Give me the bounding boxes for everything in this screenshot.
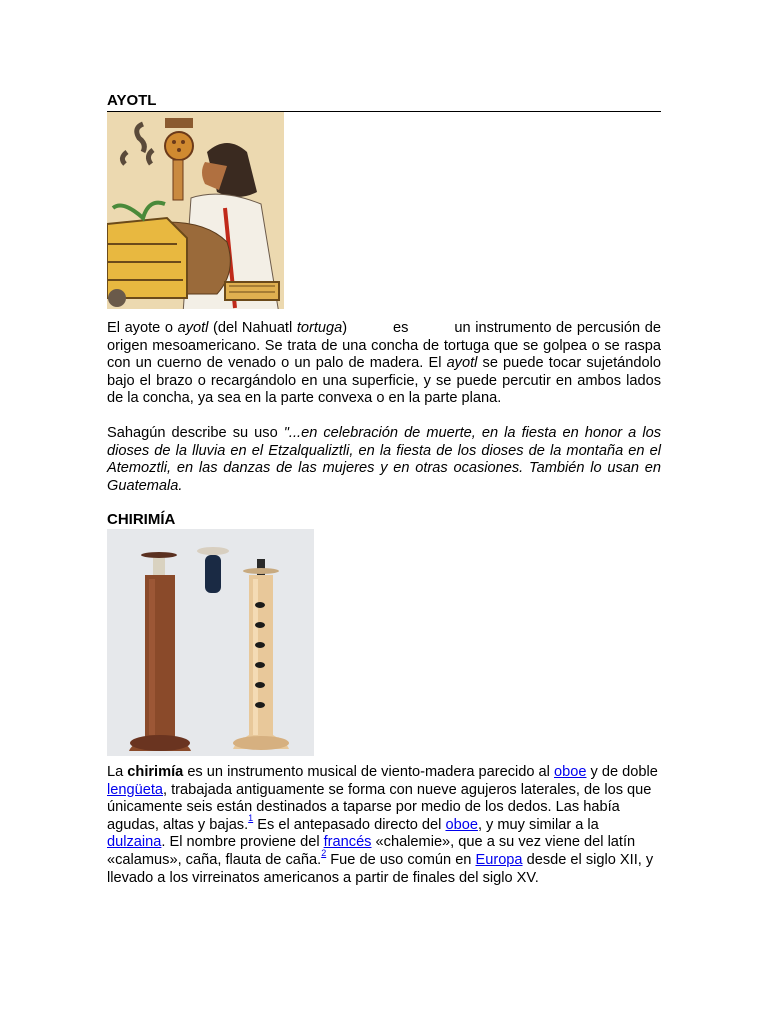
footnote-1-link[interactable]: 1 [248,812,254,823]
ayotl-illustration [107,112,284,309]
link-europa[interactable]: Europa [475,851,523,868]
section-title-ayotl: AYOTL [107,92,661,112]
link-frances[interactable]: francés [323,834,372,851]
link-dulzaina[interactable]: dulzaina [107,834,162,851]
link-oboe[interactable]: oboe [553,764,587,780]
ayotl-sahagun-paragraph: Sahagún describe su uso "...en celebración de muerte, en la fiesta en honor a los dioses de la lluvia en el Etzalqualiztli, en la fiesta de los dioses de la montaña en el Atemoztli, en las danzas de las mujeres y en otras ocasiones. También lo usan en Guatemala. [107,425,661,494]
ayotl-description-paragraph: El ayote o ayotl (del Nahuatl tortuga) es un instrumento de percusión de origen mesoamericano. Se trata de una concha de tortuga que se golpea o se raspa con un cuerno de venado o un palo de madera. El ayotl se puede tocar sujetándolo bajo el brazo o recargándolo en una superficie, y se puede percutir en ambos lados de la concha, ya sea en la parte convexa o en la parte plana. [107,320,666,407]
link-lengueta[interactable]: lengüeta [107,781,163,798]
chirimia-description-paragraph: La chirimía es un instrumento musical de viento-madera parecido al oboe y de doble lengüeta, trabajada antiguamente se forma con nueve agujeros laterales, de los que únicamente seis están destinados a taparse por medio de los dedos. Las había agudas, altas y bajas.$^1$ Es el antepasado directo del oboe, y muy similar a la dulzaina. El nombre proviene del francés «chalemie», que a su vez viene del latín «calamus», caña, flauta de caña.$^2$ Fue de uso común en Europa desde el siglo XII, y llevado a los virreinatos americanos a partir de finales del siglo XV. [107,764,658,886]
chirimia-photo [107,529,314,756]
footnote-2-link[interactable]: 2 [321,848,327,859]
link-oboe-2[interactable]: oboe [445,816,478,833]
section-title-chirimia: CHIRIMÍA [107,511,176,528]
